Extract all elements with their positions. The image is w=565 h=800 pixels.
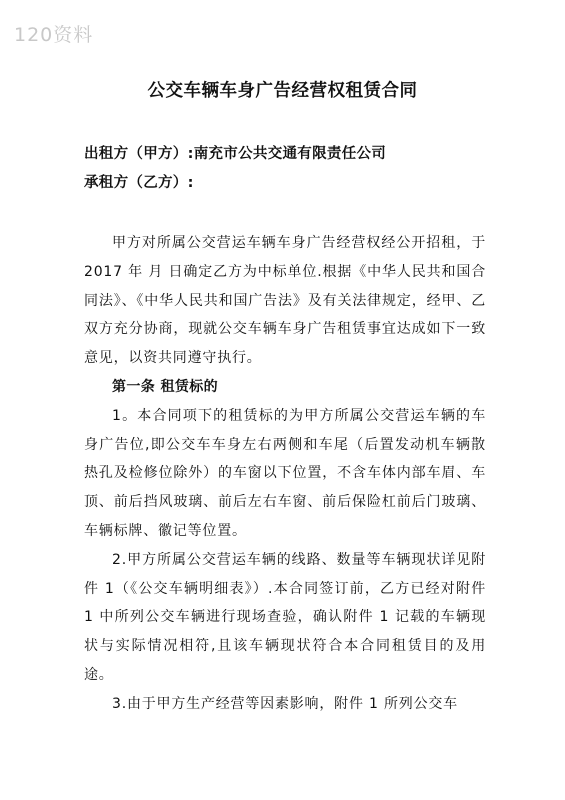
lessee-line: 承租方（乙方）: <box>84 175 194 191</box>
clause-1-paragraph: 1。本合同项下的租赁标的为甲方所属公交营运车辆的车身广告位,即公交车车身左右两侧和车尾（后置发动机车辆散热孔及检修位除外）的车窗以下位置，不含车体内部车眉、车顶、前后挡风玻璃、前后左右车窗、前后保险杠前后门玻璃、车辆标牌、徽记等位置。 <box>84 407 486 539</box>
clause-3-paragraph: 3.由于甲方生产经营等因素影响，附件 1 所列公交车 <box>112 695 458 712</box>
intro-paragraph: 甲方对所属公交营运车辆车身广告经营权经公开招租，于 2017 年 月 日确定乙方为中标单位.根据《中华人民共和国合同法》、《中华人民共和国广告法》及有关法律规定，经甲、乙双方充分协商，现就公交车辆车身广告租赁事宜达成如下一致意见，以资共同遵守执行。 <box>84 235 486 367</box>
lessor-line: 出租方（甲方）:南充市公共交通有限责任公司 <box>84 146 387 162</box>
document-title: 公交车辆车身广告经营权租赁合同 <box>147 81 418 101</box>
contract-body <box>84 229 486 719</box>
article-1-heading: 第一条 租赁标的 <box>112 378 219 395</box>
watermark-logo: 120资料 <box>14 24 94 46</box>
clause-2-paragraph: 2.甲方所属公交营运车辆的线路、数量等车辆现状详见附件 1（《公交车辆明细表》）.本合同签订前，乙方已经对附件 1 中所列公交车辆进行现场查验，确认附件 1 记载的车辆现状与实际情况相符,且该车辆现状符合本合同租赁目的及用途。 <box>84 551 486 683</box>
